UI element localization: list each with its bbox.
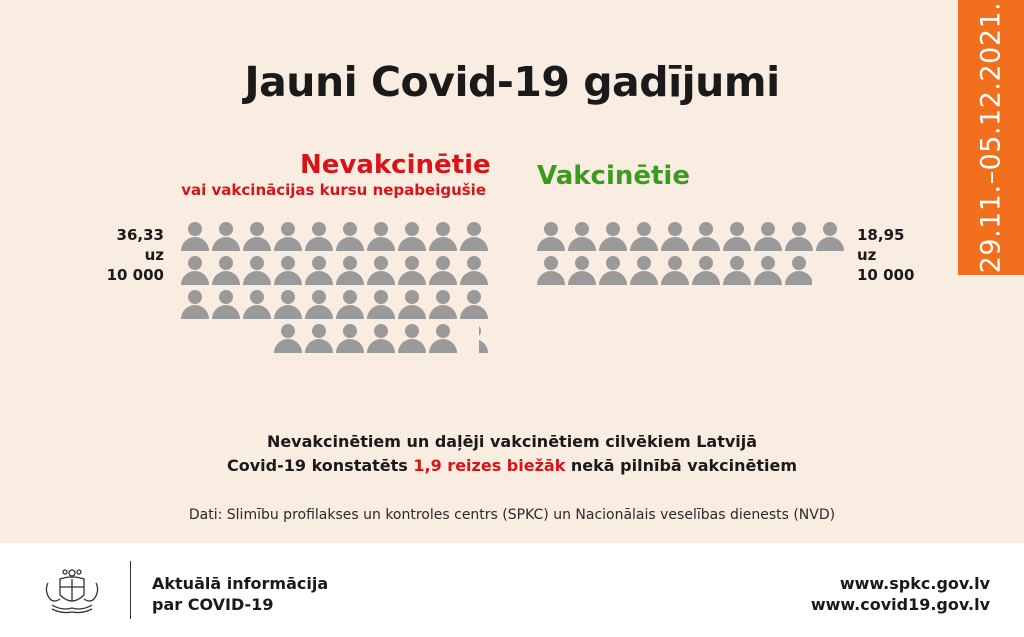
vaccinated-person-icon <box>599 256 627 288</box>
vaccinated-person-icon <box>754 222 782 254</box>
unvaccinated-person-icon <box>243 222 271 254</box>
unvaccinated-person-icon <box>212 222 240 254</box>
vaccinated-person-icon <box>630 256 658 288</box>
unvaccinated-person-icon <box>429 324 457 356</box>
vaccinated-person-icon <box>599 222 627 254</box>
vaccinated-person-icon <box>568 256 596 288</box>
unvaccinated-person-icon <box>305 222 333 254</box>
unvaccinated-label: Nevakcinētie <box>300 150 491 180</box>
statement-line2-pre: Covid-19 konstatēts <box>227 456 414 475</box>
unvaccinated-person-icon <box>336 290 364 322</box>
unvaccinated-person-icon <box>181 290 209 322</box>
unvaccinated-person-icon <box>367 222 395 254</box>
unvaccinated-person-icon <box>305 324 333 356</box>
unvaccinated-person-icon <box>398 222 426 254</box>
unvaccinated-sublabel: vai vakcinācijas kursu nepabeigušie <box>181 181 486 199</box>
vaccinated-person-icon <box>537 256 565 288</box>
unvaccinated-rate <box>100 225 164 285</box>
footer-divider <box>130 561 131 619</box>
unvaccinated-person-icon <box>398 290 426 322</box>
unvaccinated-person-icon <box>243 290 271 322</box>
unvaccinated-person-icon <box>181 222 209 254</box>
vaccinated-person-icon <box>568 222 596 254</box>
link-spkc[interactable]: www.spkc.gov.lv <box>839 574 990 593</box>
vaccinated-people-grid <box>537 222 847 290</box>
unvaccinated-person-icon <box>367 256 395 288</box>
vaccinated-rate-value: 18,95 <box>857 226 905 244</box>
unvaccinated-person-icon <box>367 324 395 356</box>
date-range: 29.11.–05.12.2021. <box>975 1 1007 274</box>
vaccinated-person-icon <box>630 222 658 254</box>
unvaccinated-person-icon <box>429 256 457 288</box>
vaccinated-person-icon <box>785 222 813 254</box>
unvaccinated-person-icon <box>460 222 488 254</box>
comparison-statement <box>0 430 1024 478</box>
unvaccinated-person-icon <box>398 324 426 356</box>
unvaccinated-person-icon <box>274 256 302 288</box>
footer-links <box>811 573 990 615</box>
unvaccinated-person-icon <box>305 290 333 322</box>
unvaccinated-person-icon <box>460 256 488 288</box>
unvaccinated-person-icon <box>336 324 364 356</box>
unvaccinated-person-icon <box>212 290 240 322</box>
footer-info <box>152 573 328 615</box>
vaccinated-person-icon <box>692 222 720 254</box>
vaccinated-label: Vakcinētie <box>537 161 690 191</box>
page-title: Jauni Covid-19 gadījumi <box>244 58 780 106</box>
vaccinated-rate <box>857 225 927 285</box>
statement-line1: Nevakcinētiem un daļēji vakcinētiem cilvēkiem Latvijā <box>266 432 758 451</box>
unvaccinated-people-grid <box>181 222 491 358</box>
unvaccinated-person-icon <box>212 256 240 288</box>
vaccinated-rate-uz: uz <box>857 246 877 264</box>
vaccinated-rate-base: 10 000 <box>857 266 915 284</box>
vaccinated-person-icon <box>754 256 782 288</box>
link-covid19[interactable]: www.covid19.gov.lv <box>810 595 990 614</box>
vaccinated-person-icon <box>537 222 565 254</box>
unvaccinated-person-icon <box>243 256 271 288</box>
unvaccinated-person-icon <box>429 222 457 254</box>
vaccinated-person-icon <box>723 256 751 288</box>
unvaccinated-person-icon <box>274 324 302 356</box>
vaccinated-person-icon <box>692 256 720 288</box>
unvaccinated-person-icon <box>479 324 488 356</box>
unvaccinated-person-icon <box>429 290 457 322</box>
data-source: Dati: Slimību profilakses un kontroles centrs (SPKC) un Nacionālais veselības dienests (NVD) <box>188 507 836 523</box>
unvaccinated-person-icon <box>181 256 209 288</box>
unvaccinated-rate-base: 10 000 <box>106 266 164 284</box>
unvaccinated-person-icon <box>398 256 426 288</box>
vaccinated-person-icon <box>816 222 844 254</box>
unvaccinated-person-icon <box>274 290 302 322</box>
unvaccinated-rate-value: 36,33 <box>116 226 164 244</box>
vaccinated-person-icon <box>785 256 812 288</box>
unvaccinated-person-icon <box>367 290 395 322</box>
unvaccinated-person-icon <box>336 222 364 254</box>
vaccinated-person-icon <box>661 222 689 254</box>
unvaccinated-rate-uz: uz <box>144 246 164 264</box>
vaccinated-person-icon <box>661 256 689 288</box>
footer-info-line2: par COVID-19 <box>152 595 274 614</box>
footer <box>0 543 1024 637</box>
statement-line2-post: nekā pilnībā vakcinētiem <box>565 456 797 475</box>
footer-info-line1: Aktuālā informācija <box>152 574 329 593</box>
unvaccinated-person-icon <box>460 290 488 322</box>
vaccinated-person-icon <box>723 222 751 254</box>
statement-highlight: 1,9 reizes biežāk <box>413 456 566 475</box>
date-banner <box>958 0 1024 275</box>
unvaccinated-person-icon <box>336 256 364 288</box>
statement-line2 <box>0 454 1024 478</box>
latvia-coat-of-arms-icon <box>40 565 104 615</box>
unvaccinated-person-icon <box>305 256 333 288</box>
unvaccinated-person-icon <box>274 222 302 254</box>
